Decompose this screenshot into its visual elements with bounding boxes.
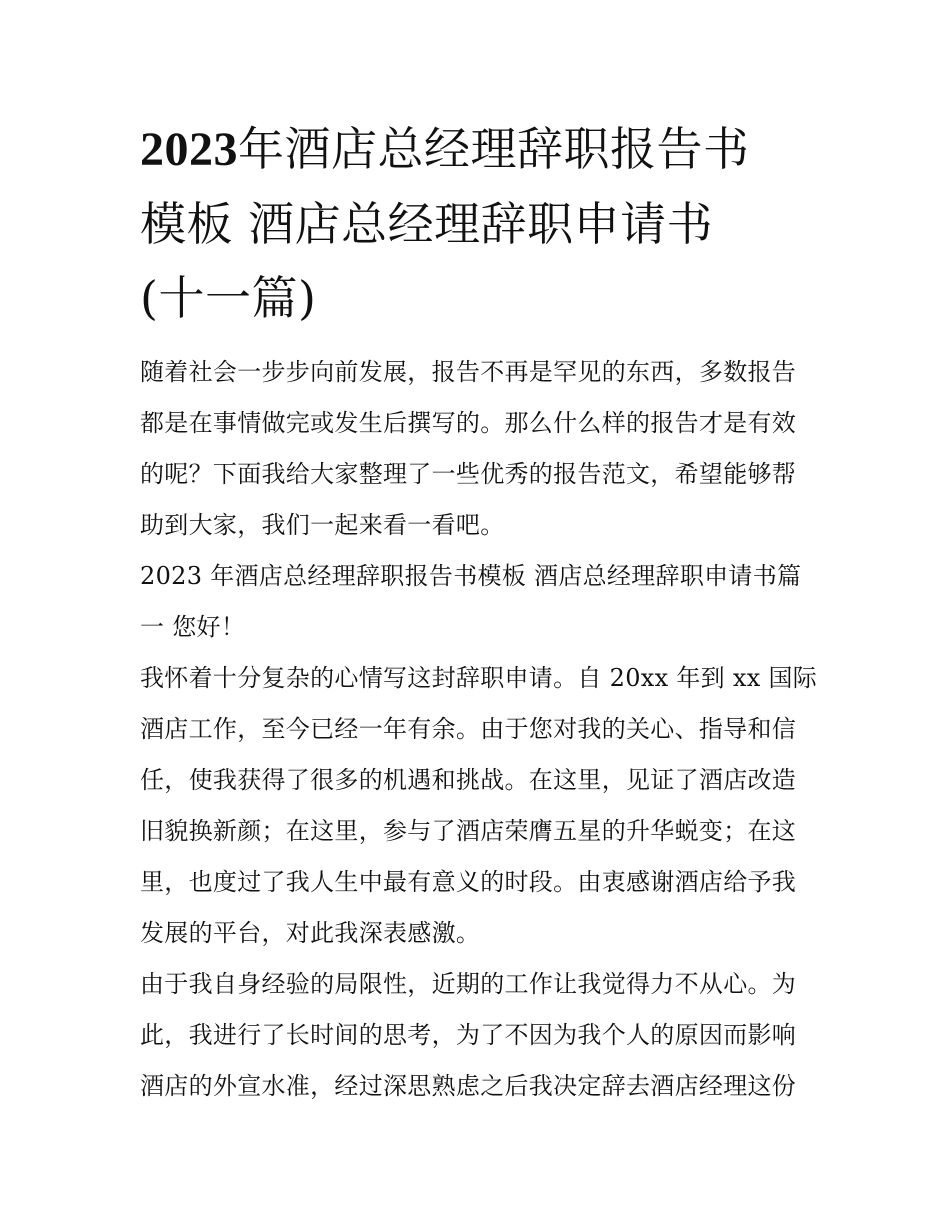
- paragraph-section-heading: [140, 551, 812, 653]
- text-line: 酒店的外宣水准，经过深思熟虑之后我决定辞去酒店经理这份: [140, 1072, 797, 1100]
- text-line: 都是在事情做完或发生后撰写的。那么什么样的报告才是有效: [140, 409, 797, 437]
- text-line: 发展的平台，对此我深表感激。: [140, 919, 481, 947]
- text-line: 随着社会一步步向前发展，报告不再是罕见的东西，多数报告: [140, 358, 797, 386]
- title-line-3: [140, 261, 812, 335]
- document-title: [140, 112, 812, 335]
- text-line: 旧貌换新颜；在这里，参与了酒店荣膺五星的升华蜕变；在这: [140, 817, 797, 845]
- text-line: 一 您好！: [140, 613, 246, 641]
- paragraph-letter-body-2: [140, 959, 812, 1112]
- text-line: 任，使我获得了很多的机遇和挑战。在这里，见证了酒店改造: [140, 766, 797, 794]
- text-line: 里，也度过了我人生中最有意义的时段。由衷感谢酒店给予我: [140, 868, 797, 896]
- text-line: 的呢？下面我给大家整理了一些优秀的报告范文，希望能够帮: [140, 460, 797, 488]
- title-line-2: [140, 187, 812, 261]
- text-line: 我怀着十分复杂的心情写这封辞职申请。自 20xx 年到 xx 国际: [140, 664, 818, 692]
- title-text: (十一篇): [140, 271, 317, 325]
- document-content: [140, 112, 818, 1112]
- title-line-1: [140, 112, 812, 187]
- document-body: [140, 347, 818, 1112]
- text-line: 酒店工作，至今已经一年有余。由于您对我的关心、指导和信: [140, 715, 797, 743]
- paragraph-letter-body-1: [140, 653, 818, 959]
- title-text: 年酒店总经理辞职报告书: [238, 122, 750, 176]
- text-line: 助到大家，我们一起来看一看吧。: [140, 511, 505, 539]
- text-line: 此，我进行了长时间的思考，为了不因为我个人的原因而影响: [140, 1021, 797, 1049]
- paragraph-intro: [140, 347, 812, 551]
- text-line: 2023 年酒店总经理辞职报告书模板 酒店总经理辞职申请书篇: [140, 562, 802, 590]
- title-text: 模板 酒店总经理辞职申请书: [140, 197, 714, 251]
- title-year: 2023: [140, 123, 238, 176]
- text-line: 由于我自身经验的局限性，近期的工作让我觉得力不从心。为: [140, 970, 797, 998]
